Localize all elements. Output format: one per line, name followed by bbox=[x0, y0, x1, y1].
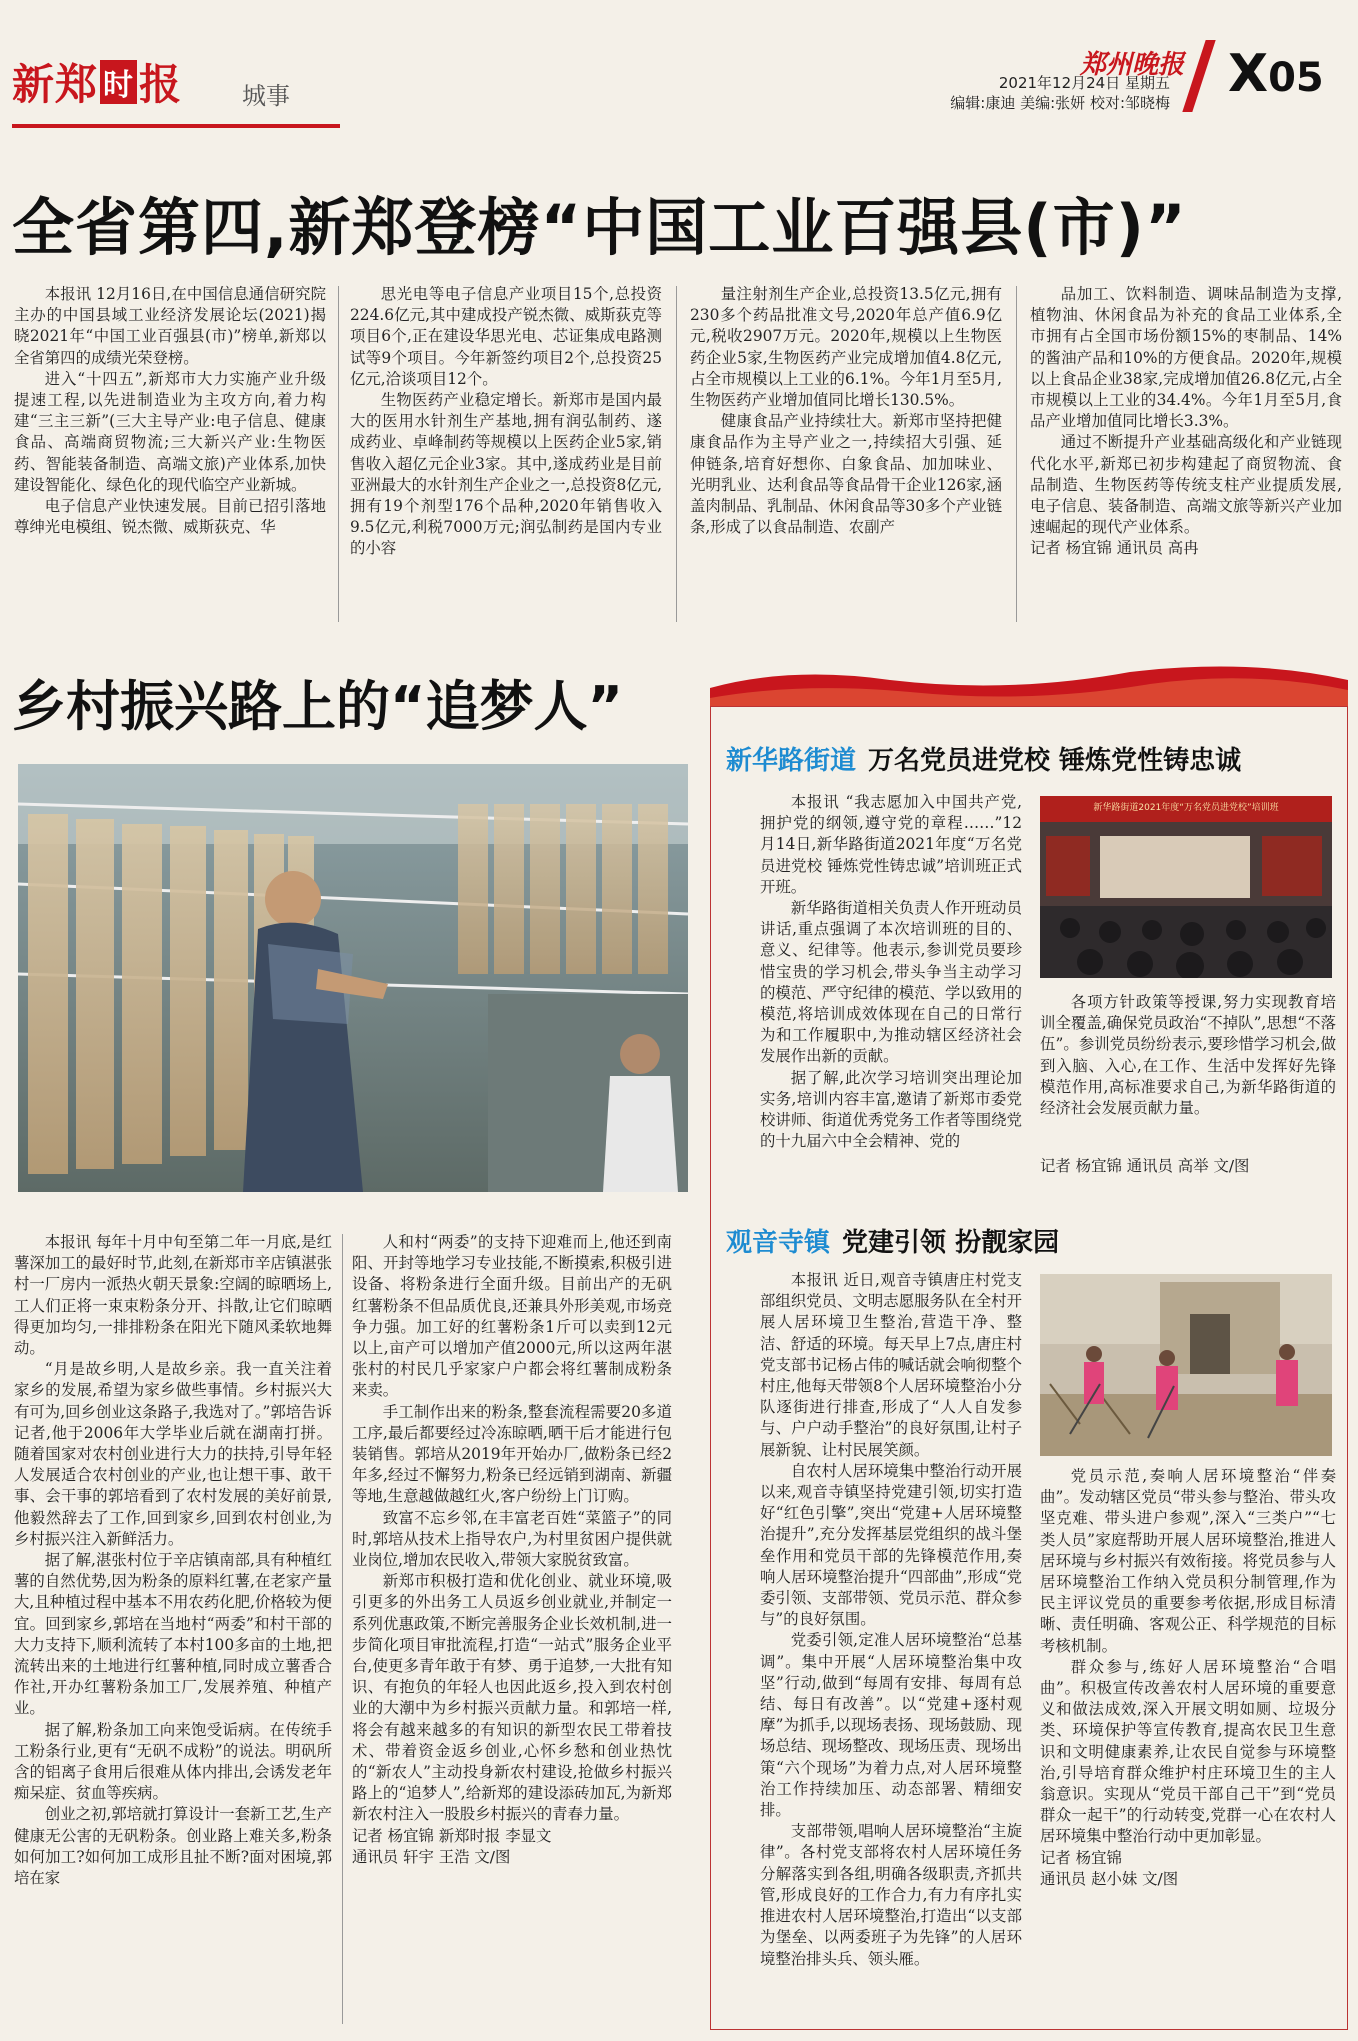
sidebar-story1-col2 bbox=[1040, 992, 1336, 1119]
paragraph: 据了解,湛张村位于辛店镇南部,具有种植红薯的自然优势,因为粉条的原料红薯,在老家产量大,且种植过程中基本不用农药化肥,价格较为便宜。回到家乡,郭培在当地村“两委”和村干部的大力支持下,顺利流转了本村100多亩的土地,把流转出来的土地进行红薯种植,同时成立薯香合作社,开办红薯粉条加工厂,发展养殖、种植产业。 bbox=[14, 1551, 332, 1718]
section-label: 城事 bbox=[242, 82, 290, 110]
paragraph: 进入“十四五”,新郑市大力实施产业升级提速工程,以先进制造业为主攻方向,着力构建“三主三新”(三大主导产业:电子信息、健康食品、高端商贸物流;三大新兴产业:生物医药、智能装备制造、高端文旅)产业体系,加快建设智能化、绿色化的现代临空产业新城。 bbox=[14, 369, 326, 494]
paragraph: 各项方针政策等授课,努力实现教育培训全覆盖,确保党员政治“不掉队”,思想“不落伍”。参训党员纷纷表示,要珍惜学习机会,做到入脑、入心,在工作、生活中发挥好先锋模范作用,高标准要求自己,为新华路街道的经济社会发展贡献力量。 bbox=[1040, 993, 1336, 1118]
story2-byline: 记者 杨宜锦 bbox=[1040, 1848, 1122, 1867]
sidebar-story2-col2 bbox=[1040, 1466, 1336, 1890]
story2-byline: 通讯员 赵小妹 文/图 bbox=[1040, 1869, 1179, 1888]
sidebar-story2-col1 bbox=[760, 1270, 1022, 1970]
masthead-underline bbox=[12, 124, 340, 128]
noodle-photo-illustration bbox=[18, 764, 688, 1192]
story1-headline: 万名党员进党校 锤炼党性铸忠诚 bbox=[868, 746, 1242, 776]
article2-byline: 记者 杨宜锦 新郑时报 李显文 bbox=[352, 1826, 552, 1845]
column-rule bbox=[338, 286, 339, 622]
paragraph: 新郑市积极打造和优化创业、就业环境,吸引更多的外出务工人员返乡创业就业,并制定一系列优惠政策,不断完善服务企业长效机制,进一步简化项目审批流程,打造“一站式”服务企业平台,使更多青年敢于有梦、勇于追梦,一大批有知识、有抱负的年轻人也因此返乡,投入到农村创业的大潮中为乡村振兴贡献力量。和郭培一样,将会有越来越多的有知识的新型农民工带着技术、带着资金返乡创业,心怀乡愁和创业热忱的“新农人”主动投身新农村建设,抢做乡村振兴路上的“追梦人”,给新郑的建设添砖加瓦,为新郑新农村注入一股股乡村振兴的青春力量。 bbox=[352, 1572, 672, 1824]
paragraph: 电子信息产业快速发展。目前已招引落地尊绅光电模组、锐杰微、威斯荻克、华 bbox=[14, 497, 326, 537]
paragraph: 本报讯 每年十月中旬至第二年一月底,是红薯深加工的最好时节,此刻,在新郑市辛店镇湛张村一厂房内一派热火朝天景象:空阔的晾晒场上,工人们正将一束束粉条分开、抖散,让它们晾晒得更加均匀,一排排粉条在阳光下随风柔软地舞动。 bbox=[14, 1233, 332, 1358]
paragraph: 人和村“两委”的支持下迎难而上,他还到南阳、开封等地学习专业技能,不断摸索,积极引进设备、将粉条进行全面升级。目前出产的无矾红薯粉条不但品质优良,还兼具外形美观,市场竞争力强。加工好的红薯粉条1斤可以卖到12元以上,亩产可以增加产值2000元,所以这两年湛张村的村民几乎家家户户都会将红薯制成粉条来卖。 bbox=[352, 1233, 672, 1400]
page-letter: X bbox=[1228, 44, 1269, 104]
column-rule bbox=[342, 1234, 343, 2024]
paragraph: 据了解,此次学习培训突出理论加实务,培训内容丰富,邀请了新郑市委党校讲师、街道优秀党务工作者等围绕党的十九届六中全会精神、党的 bbox=[760, 1068, 1022, 1151]
paragraph: 据了解,粉条加工向来饱受诟病。在传统手工粉条行业,更有“无矾不成粉”的说法。明矾所含的铝离子食用后很难从体内排出,会诱发老年痴呆症、贫血等疾病。 bbox=[14, 1720, 332, 1803]
paragraph: 自农村人居环境集中整治行动开展以来,观音寺镇坚持党建引领,切实打造好“红色引擎”,突出“党建+人居环境整治提升”,充分发挥基层党组织的战斗堡垒作用和党员干部的先锋模范作用,奏响人居环境整治提升“四部曲”,形成“党委引领、支部带领、党员示范、群众参与”的良好氛围。 bbox=[760, 1461, 1022, 1629]
paragraph: 致富不忘乡邻,在丰富老百姓“菜篮子”的同时,郭培从技术上指导农户,为村里贫困户提供就业岗位,增加农民收入,带领大家脱贫致富。 bbox=[352, 1508, 672, 1570]
feature-headline: 乡村振兴路上的“追梦人” bbox=[12, 675, 623, 738]
editor-credits: 编辑:康迪 美编:张妍 校对:邹晓梅 bbox=[950, 94, 1170, 112]
paragraph: 本报讯 “我志愿加入中国共产党,拥护党的纲领,遵守党的章程……”12月14日,新华路街道2021年度“万名党员进党校 锤炼党性铸忠诚”培训班正式开班。 bbox=[760, 793, 1022, 896]
noodle-factory-photo bbox=[18, 764, 688, 1192]
brand-text-c: 报 bbox=[139, 60, 183, 109]
paragraph: 生物医药产业稳定增长。新郑市是国内最大的医用水针剂生产基地,拥有润弘制药、遂成药业、卓峰制药等规模以上医药企业5家,销售收入超亿元企业3家。其中,遂成药业是目前亚洲最大的水针剂生产企业之一,总投资8亿元,拥有19个剂型176个品种,2020年销售收入9.5亿元,利税7000万元;润弘制药是国内专业的小容 bbox=[350, 391, 662, 558]
story2-kicker: 观音寺镇 bbox=[726, 1228, 831, 1258]
paragraph: 量注射剂生产企业,总投资13.5亿元,拥有230多个药品批准文号,2020年总产值6.9亿元,税收2907万元。2020年,规模以上生物医药企业5家,生物医药产业完成增加值4.8亿元,占全市规模以上工业的6.1%。今年1月至5月,生物医药产业增加值同比增长130.5%。 bbox=[690, 285, 1002, 410]
page-digits: 05 bbox=[1268, 55, 1324, 101]
paragraph: 党委引领,定准人居环境整治“总基调”。集中开展“人居环境整治集中攻坚”行动,做到“每周有安排、每周有总结、每日有改善”。以“党建+逐村观摩”为抓手,以现场表扬、现场鼓励、现场总结、现场整改、现场压责、现场出策“六个现场”为着力点,对人居环境整治工作持续加压、动态部署、精细安排。 bbox=[760, 1631, 1022, 1820]
column-rule bbox=[676, 286, 677, 622]
article1-col3 bbox=[690, 284, 1002, 538]
article1-col1 bbox=[14, 284, 326, 538]
newspaper-logo: 郑州晚报 bbox=[1080, 50, 1185, 80]
paragraph: 本报讯 近日,观音寺镇唐庄村党支部组织党员、文明志愿服务队在全村开展人居环境卫生整治,营造干净、整洁、舒适的环境。每天早上7点,唐庄村党支部书记杨占伟的喊话就会响彻整个村庄,他每天带领8个人居环境整治小分队逐街进行排查,形成了“人人自发参与、户户动手整治”的良好氛围,让村子展新貌、让村民展笑颜。 bbox=[760, 1271, 1022, 1459]
sidebar-ribbon bbox=[710, 664, 1348, 710]
paragraph: 本报讯 12月16日,在中国信息通信研究院主办的中国县域工业经济发展论坛(2021)揭晓2021年“中国工业百强县(市)”榜单,新郑以全省第四的成绩光荣登榜。 bbox=[14, 285, 326, 367]
paragraph: 手工制作出来的粉条,整套流程需要20多道工序,最后都要经过冷冻晾晒,晒干后才能进行包装销售。郭培从2019年开始办厂,做粉条已经2年多,经过不懈努力,粉条已经远销到湖南、新疆等地,生意越做越红火,客户纷纷上门订购。 bbox=[352, 1402, 672, 1506]
story1-kicker: 新华路街道 bbox=[726, 746, 857, 776]
story1-byline: 记者 杨宜锦 通讯员 高举 文/图 bbox=[1040, 1157, 1250, 1175]
brand-box: 时 bbox=[100, 60, 137, 104]
paragraph: 党员示范,奏响人居环境整治“伴奏曲”。发动辖区党员“带头参与整治、带头攻坚克难、带头进户参观”,深入“三类户”“七类人员”家庭帮助开展人居环境整治,推进人居环境与乡村振兴有效衔接。将党员参与人居环境整治工作纳入党员积分制管理,作为民主评议党员的重要参考依据,形成目标清晰、责任明确、客观公正、科学规范的目标考核机制。 bbox=[1040, 1467, 1336, 1655]
issue-date: 2021年12月24日 星期五 bbox=[998, 74, 1170, 92]
paragraph: 通过不断提升产业基础高级化和产业链现代化水平,新郑已初步构建起了商贸物流、食品制造、生物医药等传统支柱产业提质发展,电子信息、装备制造、高端文旅等新兴产业加速崛起的现代产业体系。 bbox=[1030, 433, 1342, 537]
ribbon-wave bbox=[710, 664, 1348, 710]
article1-byline: 记者 杨宜锦 通讯员 高冉 bbox=[1030, 539, 1199, 558]
paragraph: 健康食品产业持续壮大。新郑市坚持把健康食品作为主导产业之一,持续招大引强、延伸链条,培育好想你、白象食品、加加味业、光明乳业、达利食品等食品骨干企业126家,涵盖肉制品、乳制品、休闲食品等30多个产业链条,形成了以食品制造、农副产 bbox=[690, 412, 1003, 537]
article2-col1 bbox=[14, 1232, 332, 1889]
masthead-slash bbox=[1182, 40, 1215, 112]
paragraph: 群众参与,练好人居环境整治“合唱曲”。积极宣传改善农村人居环境的重要意义和做法成效,深入开展文明如厕、垃圾分类、环境保护等宣传教育,提高农民卫生意识和文明健康素养,让农民自觉参与环境整治,引导培育群众维护村庄环境卫生的主人翁意识。实现从“党员干部自己干”到“党员群众一起干”的行动转变,党群一心在农村人居环境集中整治行动中更加彰显。 bbox=[1040, 1657, 1336, 1846]
sidebar-story1-col1 bbox=[760, 792, 1022, 1152]
article1-col4 bbox=[1030, 284, 1342, 560]
cleanup-photo-illustration bbox=[1040, 1274, 1332, 1456]
village-cleanup-photo bbox=[1040, 1274, 1332, 1456]
sidebar-story1-byline-wrap bbox=[1040, 1156, 1336, 1177]
party-training-photo bbox=[1040, 796, 1332, 978]
column-rule bbox=[1016, 286, 1017, 622]
paragraph: “月是故乡明,人是故乡亲。我一直关注着家乡的发展,希望为家乡做些事情。乡村振兴大有可为,回乡创业这条路子,我选对了。”郭培告诉记者,他于2006年大学毕业后就在湖南打拼。随着国家对农村创业进行大力的扶持,引导年轻人发展适合农村创业的产业,也让想干事、敢干事、会干事的郭培看到了农村发展的美好前景,他毅然辞去了工作,回到家乡,回到农村创业,为乡村振兴注入新鲜活力。 bbox=[14, 1360, 332, 1548]
photo-banner-text: 新华路街道2021年度“万名党员进党校”培训班 bbox=[1093, 803, 1279, 813]
sidebar-story1-title bbox=[726, 740, 1241, 777]
story2-headline: 党建引领 扮靓家园 bbox=[842, 1228, 1060, 1258]
article2-byline: 通讯员 轩宇 王浩 文/图 bbox=[352, 1847, 511, 1866]
article2-col2 bbox=[352, 1232, 672, 1868]
lead-headline: 全省第四,新郑登榜“中国工业百强县(市)” bbox=[12, 191, 1187, 264]
page-number bbox=[1228, 44, 1324, 104]
article1-col2 bbox=[350, 284, 662, 560]
training-photo-illustration bbox=[1040, 796, 1332, 978]
paragraph: 创业之初,郭培就打算设计一套新工艺,生产健康无公害的无矾粉条。创业路上难关多,粉条如何加工?如何加工成形且扯不断?面对困境,郭培在家 bbox=[14, 1805, 332, 1888]
brand-text-a: 新郑 bbox=[12, 60, 99, 109]
paragraph: 思光电等电子信息产业项目15个,总投资224.6亿元,其中建成投产锐杰微、威斯荻克等项目6个,正在建设华思光电、芯证集成电路测试等9个项目。今年新签约项目2个,总投资25亿元,洽谈项目12个。 bbox=[350, 285, 662, 388]
paragraph: 支部带领,唱响人居环境整治“主旋律”。各村党支部将农村人居环境任务分解落实到各组,明确各级职责,齐抓共管,形成良好的工作合力,有力有序扎实推进农村人居环境整治,打造出“以支部为堡垒、以两委班子为先锋”的人居环境整治排头兵、领头雁。 bbox=[760, 1822, 1022, 1968]
paragraph: 新华路街道相关负责人作开班动员讲话,重点强调了本次培训班的目的、意义、纪律等。他表示,参训党员要珍惜宝贵的学习机会,带头争当主动学习的模范、严守纪律的模范、学以致用的模范,将培训成效体现在自己的日常行为和工作履职中,为推动辖区经济社会发展作出新的贡献。 bbox=[760, 899, 1022, 1066]
paragraph: 品加工、饮料制造、调味品制造为支撑,植物油、休闲食品为补充的食品工业体系,全市拥有占全国市场份额15%的枣制品、14%的酱油产品和10%的方便食品。2020年,规模以上食品企业38家,完成增加值26.8亿元,占全市规模以上工业的34.4%。今年1月至5月,食品产业增加值同比增长3.3%。 bbox=[1030, 285, 1342, 431]
paper-brand bbox=[12, 52, 182, 112]
sidebar-story2-title bbox=[726, 1222, 1059, 1259]
